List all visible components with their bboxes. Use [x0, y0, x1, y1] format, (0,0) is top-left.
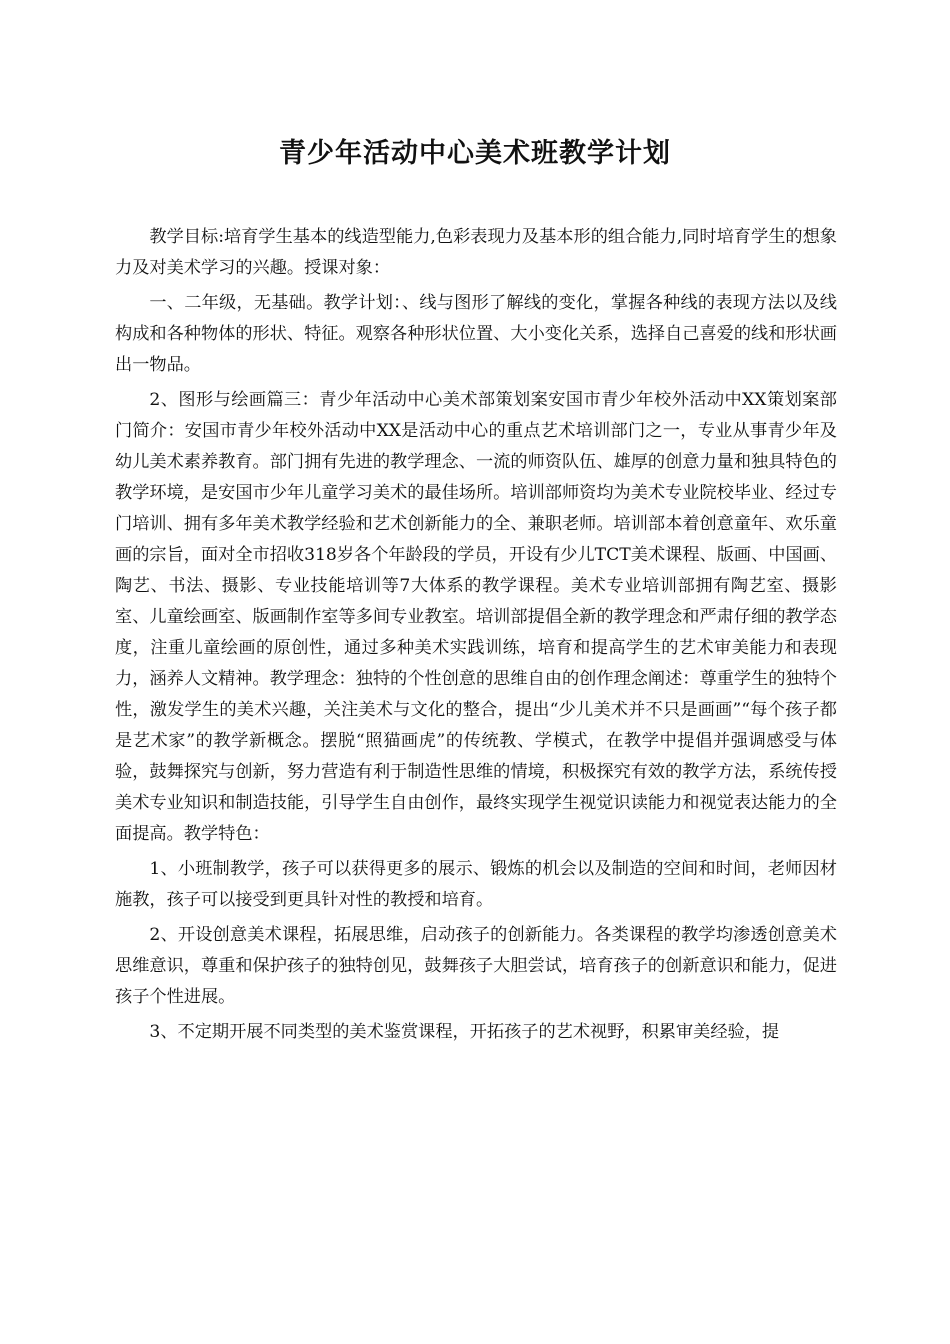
document-body — [115, 222, 837, 1048]
document-title: 青少年活动中心美术班教学计划 — [279, 138, 671, 169]
paragraph-teaching-goal: 教学目标:培育学生基本的线造型能力,色彩表现力及基本形的组合能力,同时培育学生的想象力及对美术学习的兴趣。授课对象： — [115, 227, 837, 278]
paragraph-feature-1: 1、小班制教学，孩子可以获得更多的展示、锻炼的机会以及制造的空间和时间，老师因材施教，孩子可以接受到更具针对性的教授和培育。 — [115, 859, 837, 910]
paragraph-department-intro: 2、图形与绘画篇三：青少年活动中心美术部策划案安国市青少年校外活动中XX策划案部门简介：安国市青少年校外活动中XX是活动中心的重点艺术培训部门之一，专业从事青少年及幼儿美术素养教育。部门拥有先进的教学理念、一流的师资队伍、雄厚的创意力量和独具特色的教学环境，是安国市少年儿童学习美术的最佳场所。培训部师资均为美术专业院校毕业、经过专门培训、拥有多年美术教学经验和艺术创新能力的全、兼职老师。培训部本着创意童年、欢乐童画的宗旨，面对全市招收318岁各个年龄段的学员，开设有少儿TCT美术课程、版画、中国画、陶艺、书法、摄影、专业技能培训等7大体系的教学课程。美术专业培训部拥有陶艺室、摄影室、儿童绘画室、版画制作室等多间专业教室。培训部提倡全新的教学理念和严肃仔细的教学态度，注重儿童绘画的原创性，通过多种美术实践训练，培育和提高学生的艺术审美能力和表现力，涵养人文精神。教学理念：独特的个性创意的思维自由的创作理念阐述：尊重学生的独特个性，激发学生的美术兴趣，关注美术与文化的整合，提出“少儿美术并不只是画画”“每个孩子都是艺术家”的教学新概念。摆脱“照猫画虎”的传统教、学模式，在教学中提倡并强调感受与体验，鼓舞探究与创新，努力营造有利于制造性思维的情境，积极探究有效的教学方法，系统传授美术专业知识和制造技能，引导学生自由创作，最终实现学生视觉识读能力和视觉表达能力的全面提高。教学特色： — [115, 390, 838, 844]
paragraph-feature-2: 2、开设创意美术课程，拓展思维，启动孩子的创新能力。各类课程的教学均渗透创意美术思维意识，尊重和保护孩子的独特创见，鼓舞孩子大胆尝试，培育孩子的创新意识和能力，促进孩子个性进展。 — [115, 925, 837, 1007]
paragraph-teaching-plan: 一、二年级，无基础。教学计划：、线与图形了解线的变化，掌握各种线的表现方法以及线构成和各种物体的形状、特征。观察各种形状位置、大小变化关系，选择自己喜爱的线和形状画出一物品。 — [115, 293, 837, 375]
paragraph-feature-3: 3、不定期开展不同类型的美术鉴赏课程，开拓孩子的艺术视野，积累审美经验，提 — [149, 1022, 780, 1042]
